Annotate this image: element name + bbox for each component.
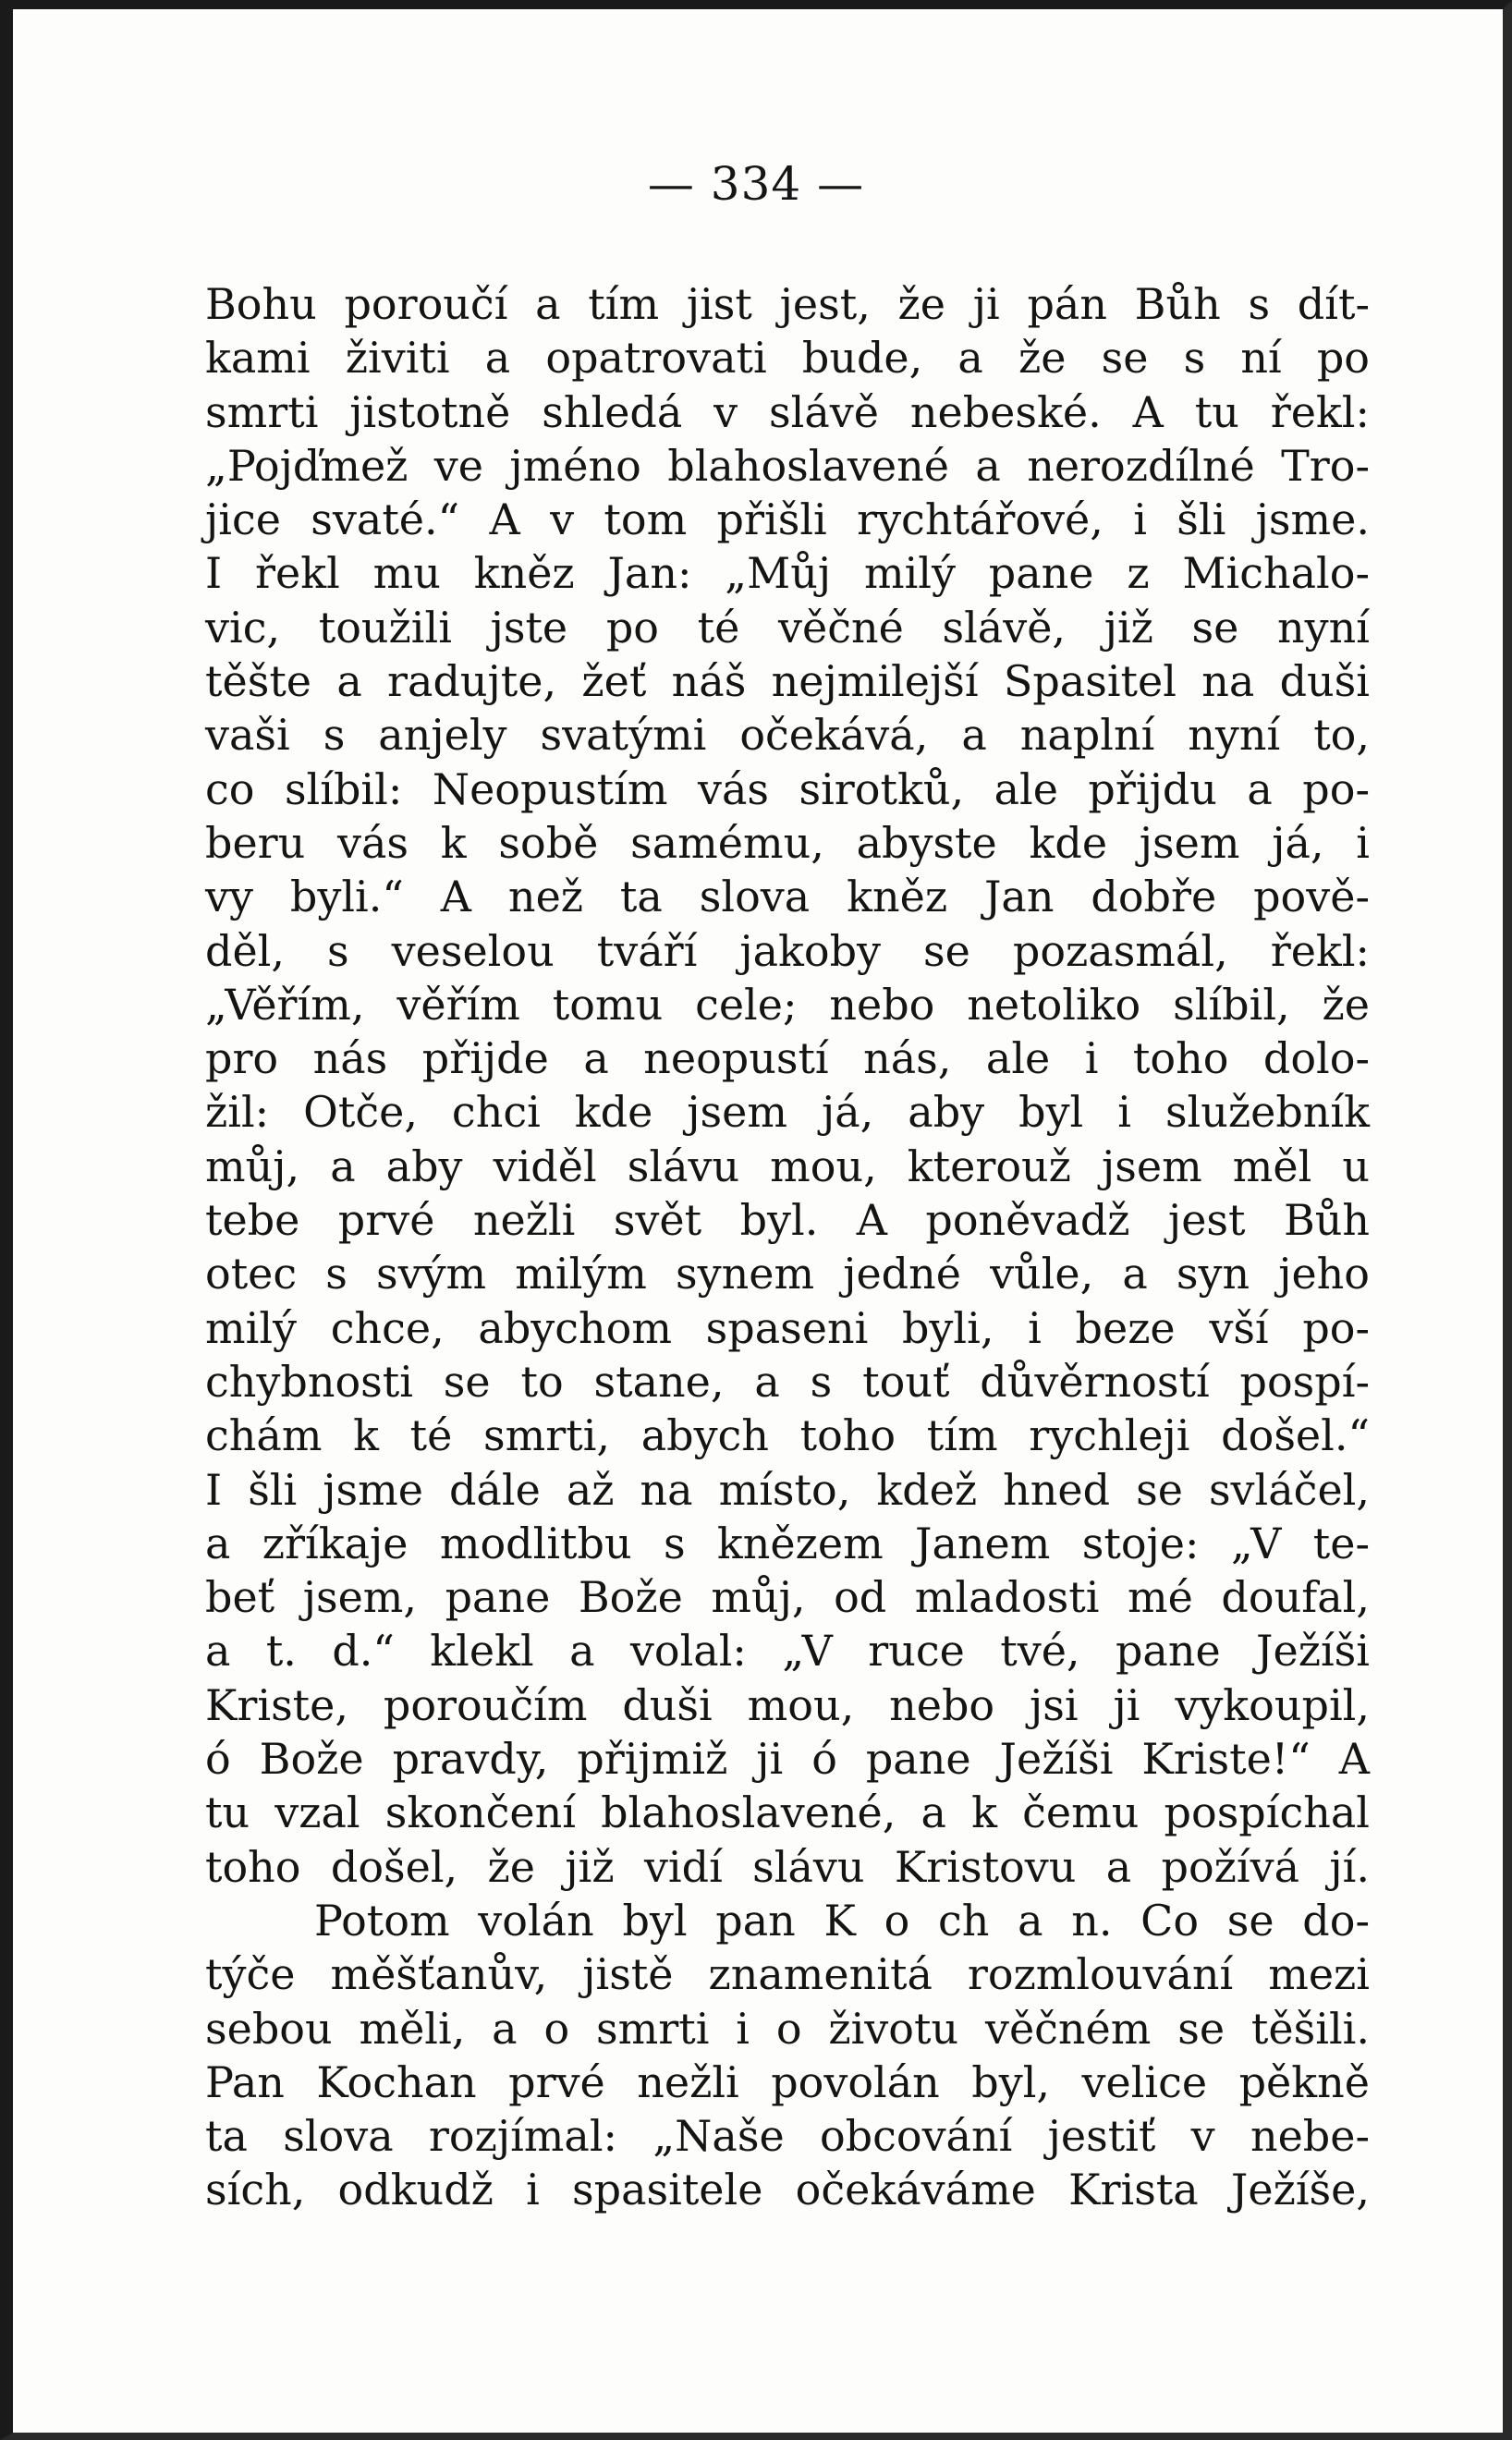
text-line: a t. d.“ klekl a volal: „V ruce tvé, pane Ježíši [205, 1626, 1370, 1677]
text-line: co slíbil: Neopustím vás sirotků, ale přijdu a po- [205, 763, 1370, 814]
text-line: vaši s anjely svatými očekává, a naplní nyní to, [205, 710, 1370, 761]
text-line: I řekl mu kněz Jan: „Můj milý pane z Michalo- [205, 548, 1370, 599]
text-line: děl, s veselou tváří jakoby se pozasmál, řekl: [205, 925, 1370, 976]
text-line: otec s svým milým synem jedné vůle, a syn jeho [205, 1249, 1370, 1299]
text-line: týče měšťanův, jistě znamenitá rozmlouvání mezi [205, 1949, 1370, 2000]
text-line: Kriste, poroučím duši mou, nebo jsi ji vykoupil, [205, 1679, 1370, 1730]
text-line: sích, odkudž i spasitele očekáváme Krista Ježíše, [205, 2165, 1370, 2215]
text-line: Pan Kochan prvé nežli povolán byl, velice pěkně [205, 2056, 1370, 2107]
text-line: toho došel, že již vidí slávu Kristovu a požívá jí. [205, 1841, 1370, 1892]
text-line: žil: Otče, chci kde jsem já, aby byl i služebník [205, 1087, 1370, 1138]
text-line: pro nás přijde a neopustí nás, ale i toho dolo- [205, 1033, 1370, 1084]
text-line: I šli jsme dále až na místo, kdež hned se svláčel, [205, 1464, 1370, 1515]
text-line: beť jsem, pane Bože můj, od mladosti mé doufal, [205, 1572, 1370, 1623]
text-line: těšte a radujte, žeť náš nejmilejší Spasitel na duši [205, 656, 1370, 707]
text-line: „Věřím, věřím tomu cele; nebo netoliko slíbil, že [205, 979, 1370, 1030]
text-line: milý chce, abychom spaseni byli, i beze vší po- [205, 1302, 1370, 1353]
text-line: tu vzal skončení blahoslavené, a k čemu pospíchal [205, 1787, 1370, 1838]
text-line: můj, a aby viděl slávu mou, kterouž jsem měl u [205, 1141, 1370, 1191]
body-text [205, 277, 1370, 2217]
text-line: chám k té smrti, abych toho tím rychleji došel.“ [205, 1410, 1370, 1461]
text-line: chybnosti se to stane, a s touť důvěrností pospí- [205, 1356, 1370, 1407]
text-line: kami živiti a opatrovati bude, a že se s ní po [205, 333, 1370, 384]
text-line: sebou měli, a o smrti i o životu věčném se těšili. [205, 2003, 1370, 2054]
text-line: tebe prvé nežli svět byl. A poněvadž jest Bůh [205, 1195, 1370, 1246]
text-line: beru vás k sobě samému, abyste kde jsem já, i [205, 817, 1370, 868]
page-number: — 334 — [647, 157, 865, 211]
text-line: smrti jistotně shledá v slávě nebeské. A tu řekl: [205, 386, 1370, 437]
text-line: jice svaté.“ A v tom přišli rychtářové, i šli jsme. [205, 494, 1370, 545]
text-line: „Pojďmež ve jméno blahoslavené a nerozdílné Tro- [205, 440, 1370, 491]
text-line: Bohu poroučí a tím jist jest, že ji pán Bůh s dít- [205, 279, 1370, 329]
text-line: ó Bože pravdy, přijmiž ji ó pane Ježíši Kriste!“ A [205, 1734, 1370, 1785]
text-line: vy byli.“ A než ta slova kněz Jan dobře pově- [205, 872, 1370, 922]
text-line: ta slova rozjímal: „Naše obcování jestiť v nebe- [205, 2111, 1370, 2162]
text-line-paragraph-start: Potom volán byl pan K o ch a n. Co se do- [314, 1895, 1370, 1946]
text-line: a zříkaje modlitbu s knězem Janem stoje: „V te- [205, 1518, 1370, 1568]
text-line: vic, toužili jste po té věčné slávě, již se nyní [205, 602, 1370, 653]
